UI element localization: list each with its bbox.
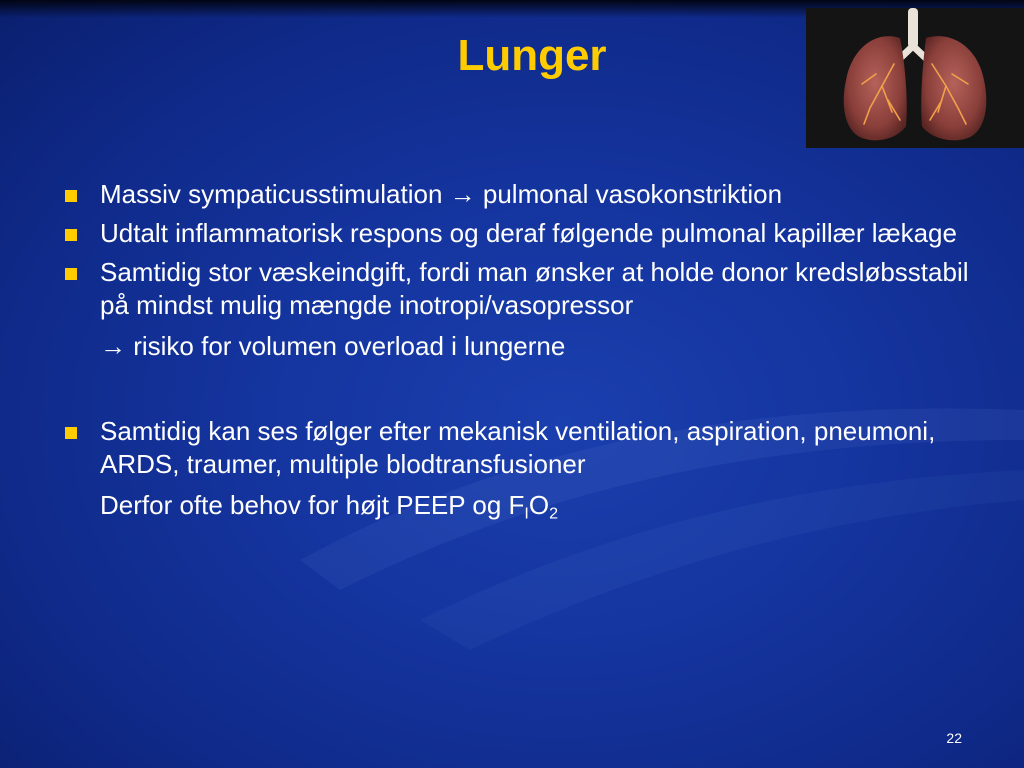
bullet-text: Samtidig kan ses følger efter mekanisk ventilation, aspiration, pneumoni, ARDS, traumer, multiple blodtransfusioner bbox=[100, 416, 936, 479]
bullet-list bbox=[62, 178, 992, 528]
fio2-subscript-i: I bbox=[524, 504, 529, 523]
final-line bbox=[100, 489, 992, 522]
slide-title: Lunger bbox=[457, 31, 607, 80]
bullet-text: Massiv sympaticusstimulation → pulmonal vasokonstriktion bbox=[100, 179, 783, 209]
bullet-marker bbox=[65, 229, 77, 241]
bullet-text: Udtalt inflammatorisk respons og deraf følgende pulmonal kapillær lækage bbox=[100, 218, 957, 248]
spacer bbox=[62, 369, 992, 415]
bullet-item bbox=[62, 415, 992, 522]
bullet-item bbox=[62, 256, 992, 363]
final-line-prefix: Derfor ofte behov for højt PEEP og F bbox=[100, 490, 525, 520]
fio2-subscript-2: 2 bbox=[549, 504, 559, 523]
lungs-illustration bbox=[806, 8, 1024, 148]
bullet-item bbox=[62, 217, 992, 250]
bullet-marker bbox=[65, 190, 77, 202]
final-line-o: O bbox=[528, 490, 550, 520]
bullet-marker bbox=[65, 427, 77, 439]
bullet-followup: → risiko for volumen overload i lungerne bbox=[100, 331, 566, 361]
bullet-text: Samtidig stor væskeindgift, fordi man ønsker at holde donor kredsløbsstabil på mindst mulig mængde inotropi/vasopressor bbox=[100, 257, 969, 320]
bullet-item bbox=[62, 178, 992, 211]
page-number: 22 bbox=[946, 730, 962, 746]
bullet-marker bbox=[65, 268, 77, 280]
